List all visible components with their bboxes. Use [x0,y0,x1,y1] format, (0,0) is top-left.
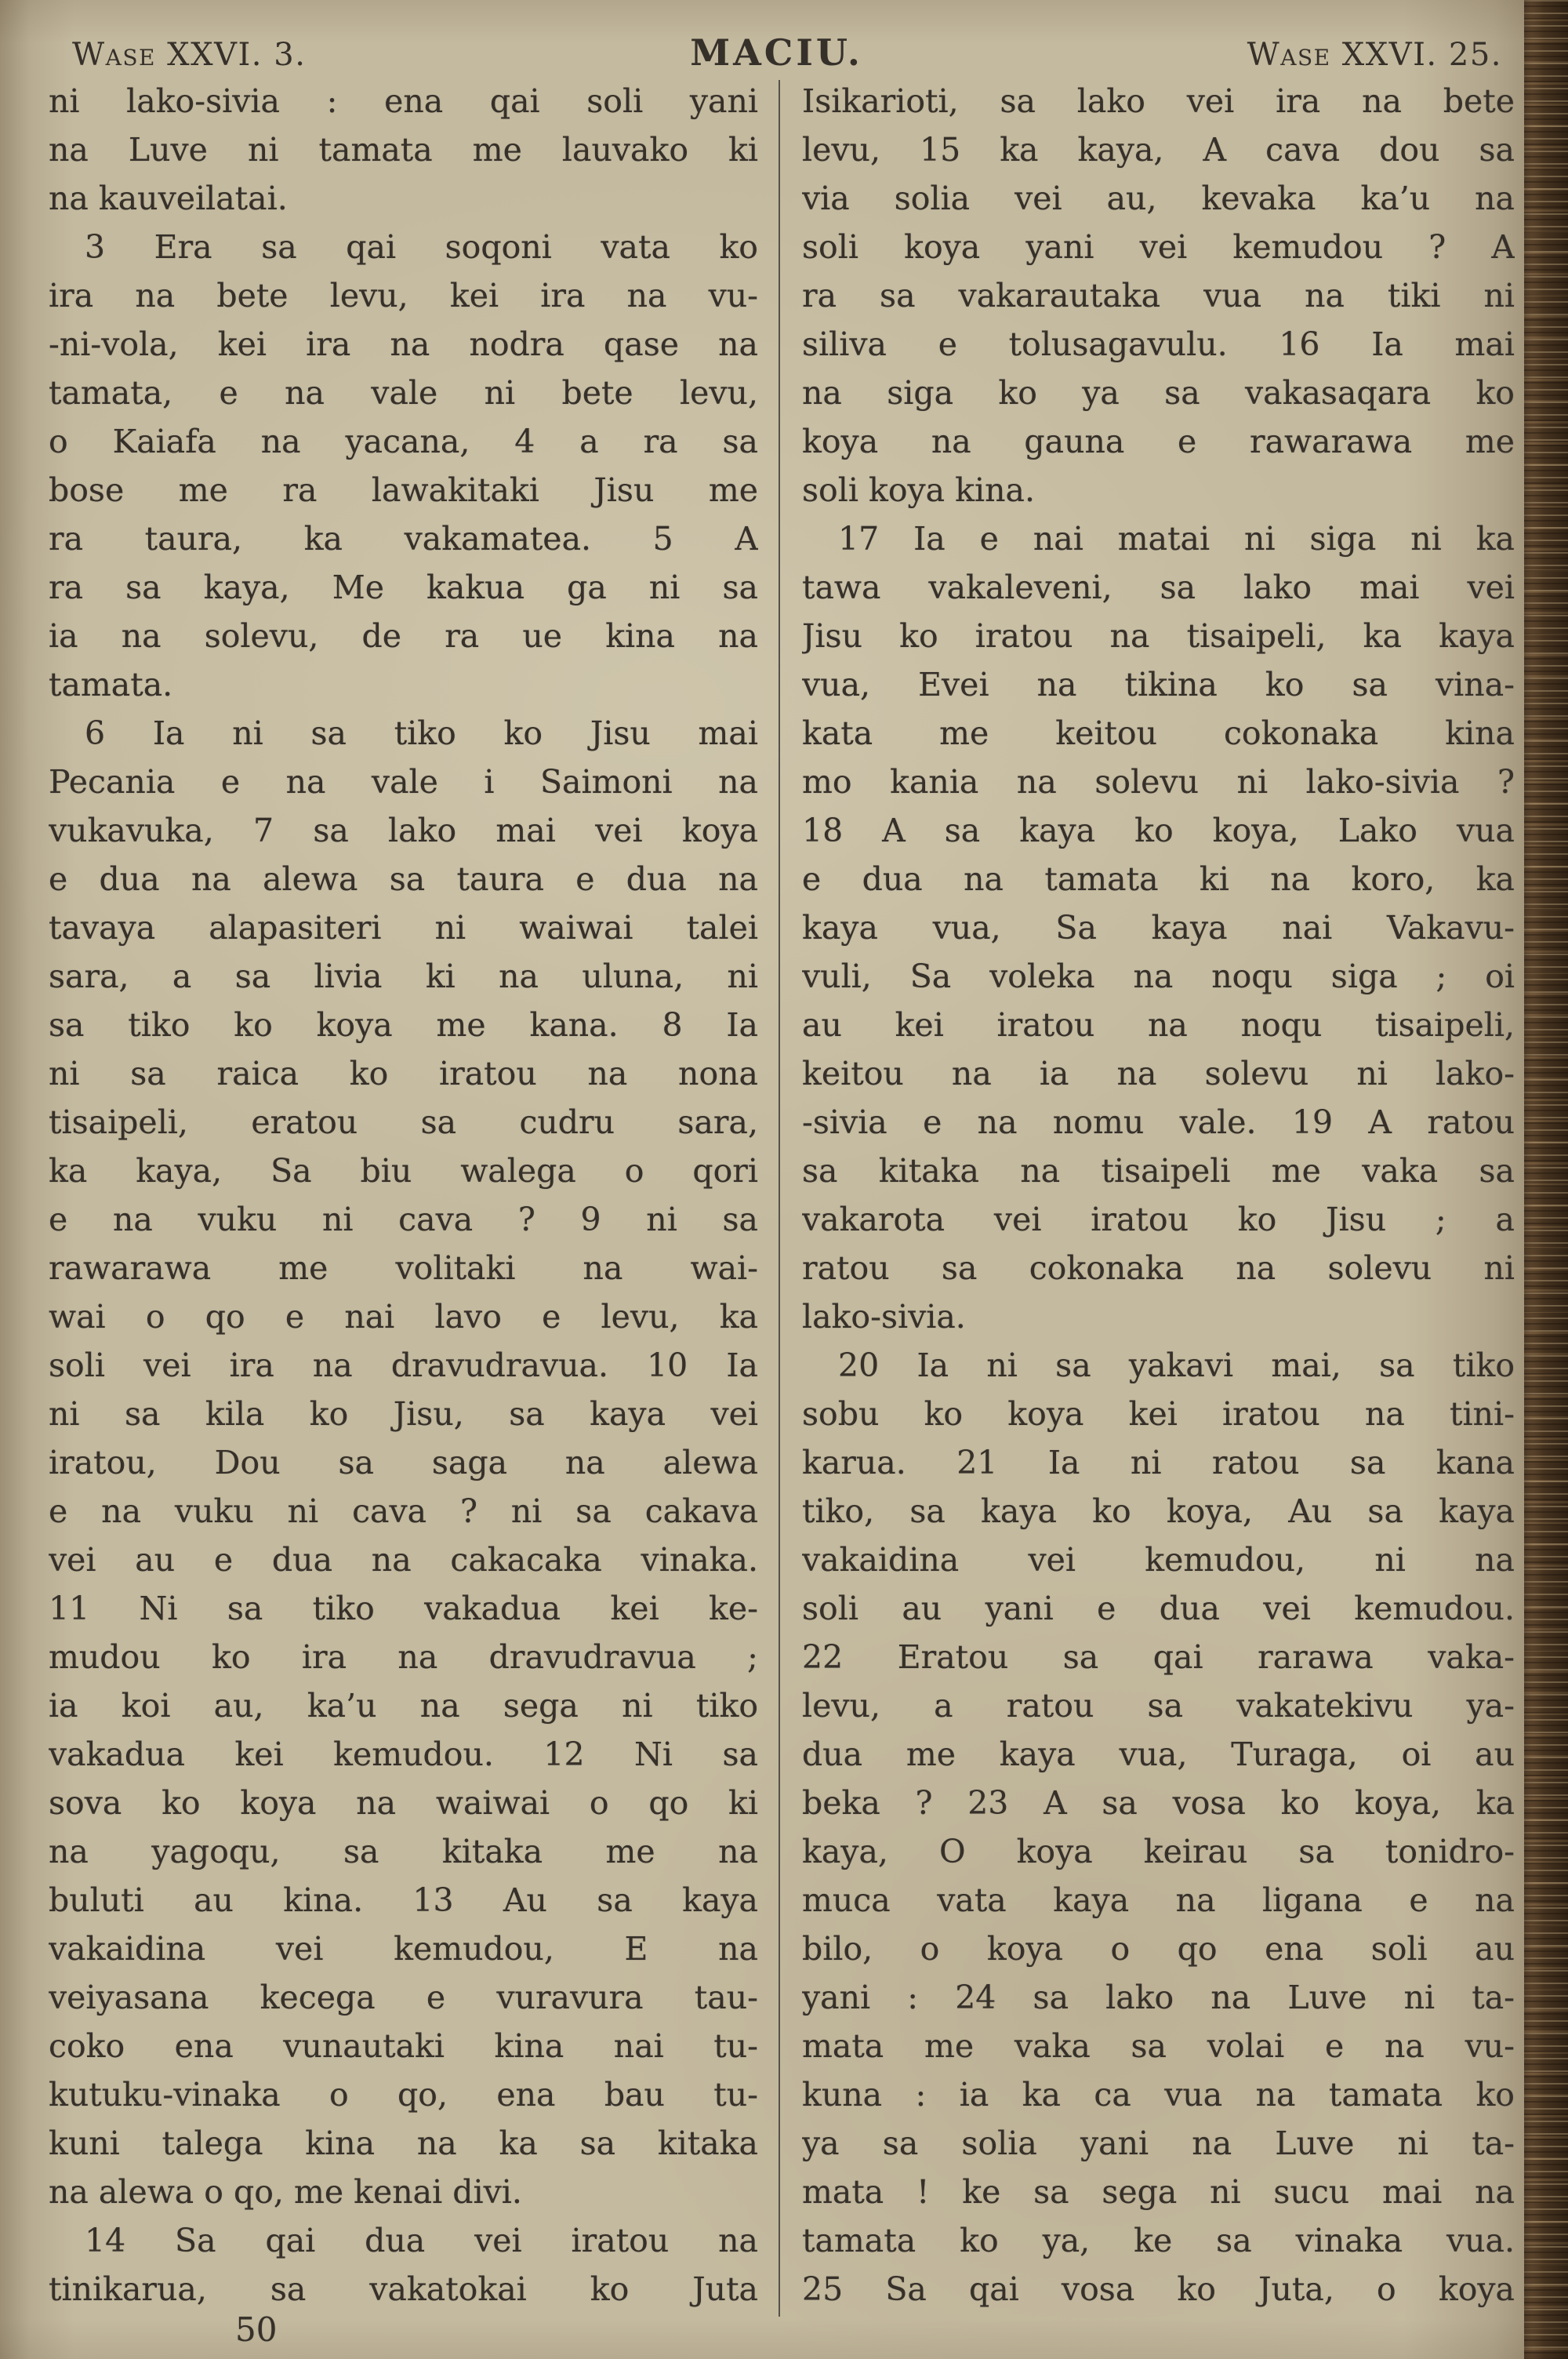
text-line: vuli, Sa voleka na noqu siga ; oi [802,958,1515,995]
text-line: -ni-vola, kei ira na nodra qase na [49,325,758,363]
text-line: dua me kaya vua, Turaga, oi au [802,1736,1515,1773]
text-line: beka ? 23 A sa vosa ko koya, ka [802,1784,1515,1822]
text-line: e dua na tamata ki na koro, ka [802,860,1515,898]
text-line: ra taura, ka vakamatea. 5 A [49,520,758,558]
text-line: vakaidina vei kemudou, ni na [802,1541,1515,1579]
text-line: bilo, o koya o qo ena soli au [802,1930,1515,1968]
text-line: kaya, O koya keirau sa tonidro- [802,1833,1515,1870]
text-line: 14 Sa qai dua vei iratou na [85,2222,758,2259]
text-line: e dua na alewa sa taura e dua na [49,860,758,898]
text-line: soli koya yani vei kemudou ? A [802,228,1515,266]
text-line: vua, Evei na tikina ko sa vina- [802,666,1515,703]
text-line: yani : 24 sa lako na Luve ni ta- [802,1979,1515,2016]
text-line: kutuku-vinaka o qo, ena bau tu- [49,2076,758,2114]
text-line: 18 A sa kaya ko koya, Lako vua [802,812,1515,849]
text-line: sa tiko ko koya me kana. 8 Ia [49,1006,758,1044]
text-line: tisaipeli, eratou sa cudru sara, [49,1103,758,1141]
text-line: au kei iratou na noqu tisaipeli, [802,1006,1515,1044]
text-line: na kauveilatai. [49,180,288,217]
text-line: 6 Ia ni sa tiko ko Jisu mai [85,714,758,752]
text-line: sa kitaka na tisaipeli me vaka sa [802,1152,1515,1190]
text-line: buluti au kina. 13 Au sa kaya [49,1881,758,1919]
text-line: ya sa solia yani na Luve ni ta- [802,2125,1515,2162]
text-line: ka kaya, Sa biu walega o qori [49,1152,758,1190]
text-line: tamata, e na vale ni bete levu, [49,374,758,412]
text-line: iratou, Dou sa saga na alewa [49,1444,758,1481]
text-line: o Kaiafa na yacana, 4 a ra sa [49,423,758,460]
running-head-left: Wase XXVI. 3. [72,37,307,73]
text-line: kuni talega kina na ka sa kitaka [49,2125,758,2162]
text-line: siliva e tolusagavulu. 16 Ia mai [802,325,1515,363]
text-line: sobu ko koya kei iratou na tini- [802,1395,1515,1433]
text-line: ra sa vakarautaka vua na tiki ni [802,277,1515,314]
text-line: tamata ko ya, ke sa vinaka vua. [802,2222,1515,2259]
text-line: vukavuka, 7 sa lako mai vei koya [49,812,758,849]
text-line: rawarawa me volitaki na wai- [49,1249,758,1287]
text-line: koya na gauna e rawarawa me [802,423,1515,460]
text-body [49,77,1515,2318]
text-line: mata ! ke sa sega ni sucu mai na [802,2173,1515,2211]
text-line: 20 Ia ni sa yakavi mai, sa tiko [838,1347,1515,1384]
text-column-right [802,77,1515,2318]
text-line: ni lako-sivia : ena qai soli yani [49,82,758,120]
text-line: sara, a sa livia ki na uluna, ni [49,958,758,995]
text-line: 11 Ni sa tiko vakadua kei ke- [49,1590,758,1627]
running-head-right: Wase XXVI. 25. [1247,37,1502,73]
text-line: ni sa kila ko Jisu, sa kaya vei [49,1395,758,1433]
text-line: coko ena vunautaki kina nai tu- [49,2027,758,2065]
text-line: karua. 21 Ia ni ratou sa kana [802,1444,1515,1481]
text-line: na Luve ni tamata me lauvako ki [49,131,758,169]
text-line: via solia vei au, kevaka ka’u na [802,180,1515,217]
text-line: ia na solevu, de ra ue kina na [49,617,758,655]
text-line: mo kania na solevu ni lako-sivia ? [802,763,1515,801]
text-line: ra sa kaya, Me kakua ga ni sa [49,569,758,606]
text-line: vakadua kei kemudou. 12 Ni sa [49,1736,758,1773]
text-line: na yagoqu, sa kitaka me na [49,1833,758,1870]
page-header [72,31,1502,74]
book-fore-edge [1524,0,1568,2359]
text-line: soli au yani e dua vei kemudou. [802,1590,1515,1627]
text-line: tiko, sa kaya ko koya, Au sa kaya [802,1492,1515,1530]
text-line: vei au e dua na cakacaka vinaka. [49,1541,758,1579]
text-line: tamata. [49,666,173,703]
text-line: mudou ko ira na dravudravua ; [49,1638,758,1676]
text-line: 22 Eratou sa qai rarawa vaka- [802,1638,1515,1676]
text-line: na siga ko ya sa vakasaqara ko [802,374,1515,412]
text-line: vakaidina vei kemudou, E na [49,1930,758,1968]
text-line: 3 Era sa qai soqoni vata ko [85,228,758,266]
text-line: keitou na ia na solevu ni lako- [802,1055,1515,1092]
text-line: Isikarioti, sa lako vei ira na bete [802,82,1515,120]
text-line: veiyasana kecega e vuravura tau- [49,1979,758,2016]
text-line: -sivia e na nomu vale. 19 A ratou [802,1103,1515,1141]
text-line: ni sa raica ko iratou na nona [49,1055,758,1092]
text-line: kata me keitou cokonaka kina [802,714,1515,752]
text-line: tawa vakaleveni, sa lako mai vei [802,569,1515,606]
text-line: Jisu ko iratou na tisaipeli, ka kaya [802,617,1515,655]
text-line: mata me vaka sa volai e na vu- [802,2027,1515,2065]
text-line: tinikarua, sa vakatokai ko Juta [49,2270,758,2308]
text-line: lako-sivia. [802,1298,966,1336]
text-line: ratou sa cokonaka na solevu ni [802,1249,1515,1287]
text-line: Pecania e na vale i Saimoni na [49,763,758,801]
text-line: levu, a ratou sa vakatekivu ya- [802,1687,1515,1725]
text-line: ira na bete levu, kei ira na vu- [49,277,758,314]
text-line: e na vuku ni cava ? ni sa cakava [49,1492,758,1530]
text-line: kuna : ia ka ca vua na tamata ko [802,2076,1515,2114]
text-line: wai o qo e nai lavo e levu, ka [49,1298,758,1336]
text-line: e na vuku ni cava ? 9 ni sa [49,1201,758,1238]
text-column-left [49,77,758,2318]
text-line: vakarota vei iratou ko Jisu ; a [802,1201,1515,1238]
text-line: soli vei ira na dravudravua. 10 Ia [49,1347,758,1384]
text-line: kaya vua, Sa kaya nai Vakavu- [802,909,1515,947]
column-divider [779,80,780,2317]
text-line: na alewa o qo, me kenai divi. [49,2173,522,2211]
page-number: 50 [235,2310,278,2349]
text-line: 25 Sa qai vosa ko Juta, o koya [802,2270,1515,2308]
text-line: tavaya alapasiteri ni waiwai talei [49,909,758,947]
text-line: sova ko koya na waiwai o qo ki [49,1784,758,1822]
text-line: soli koya kina. [802,471,1035,509]
text-line: levu, 15 ka kaya, A cava dou sa [802,131,1515,169]
text-line: 17 Ia e nai matai ni siga ni ka [838,520,1515,558]
text-line: muca vata kaya na ligana e na [802,1881,1515,1919]
book-title: MACIU. [690,31,863,74]
text-line: ia koi au, ka’u na sega ni tiko [49,1687,758,1725]
text-line: bose me ra lawakitaki Jisu me [49,471,758,509]
